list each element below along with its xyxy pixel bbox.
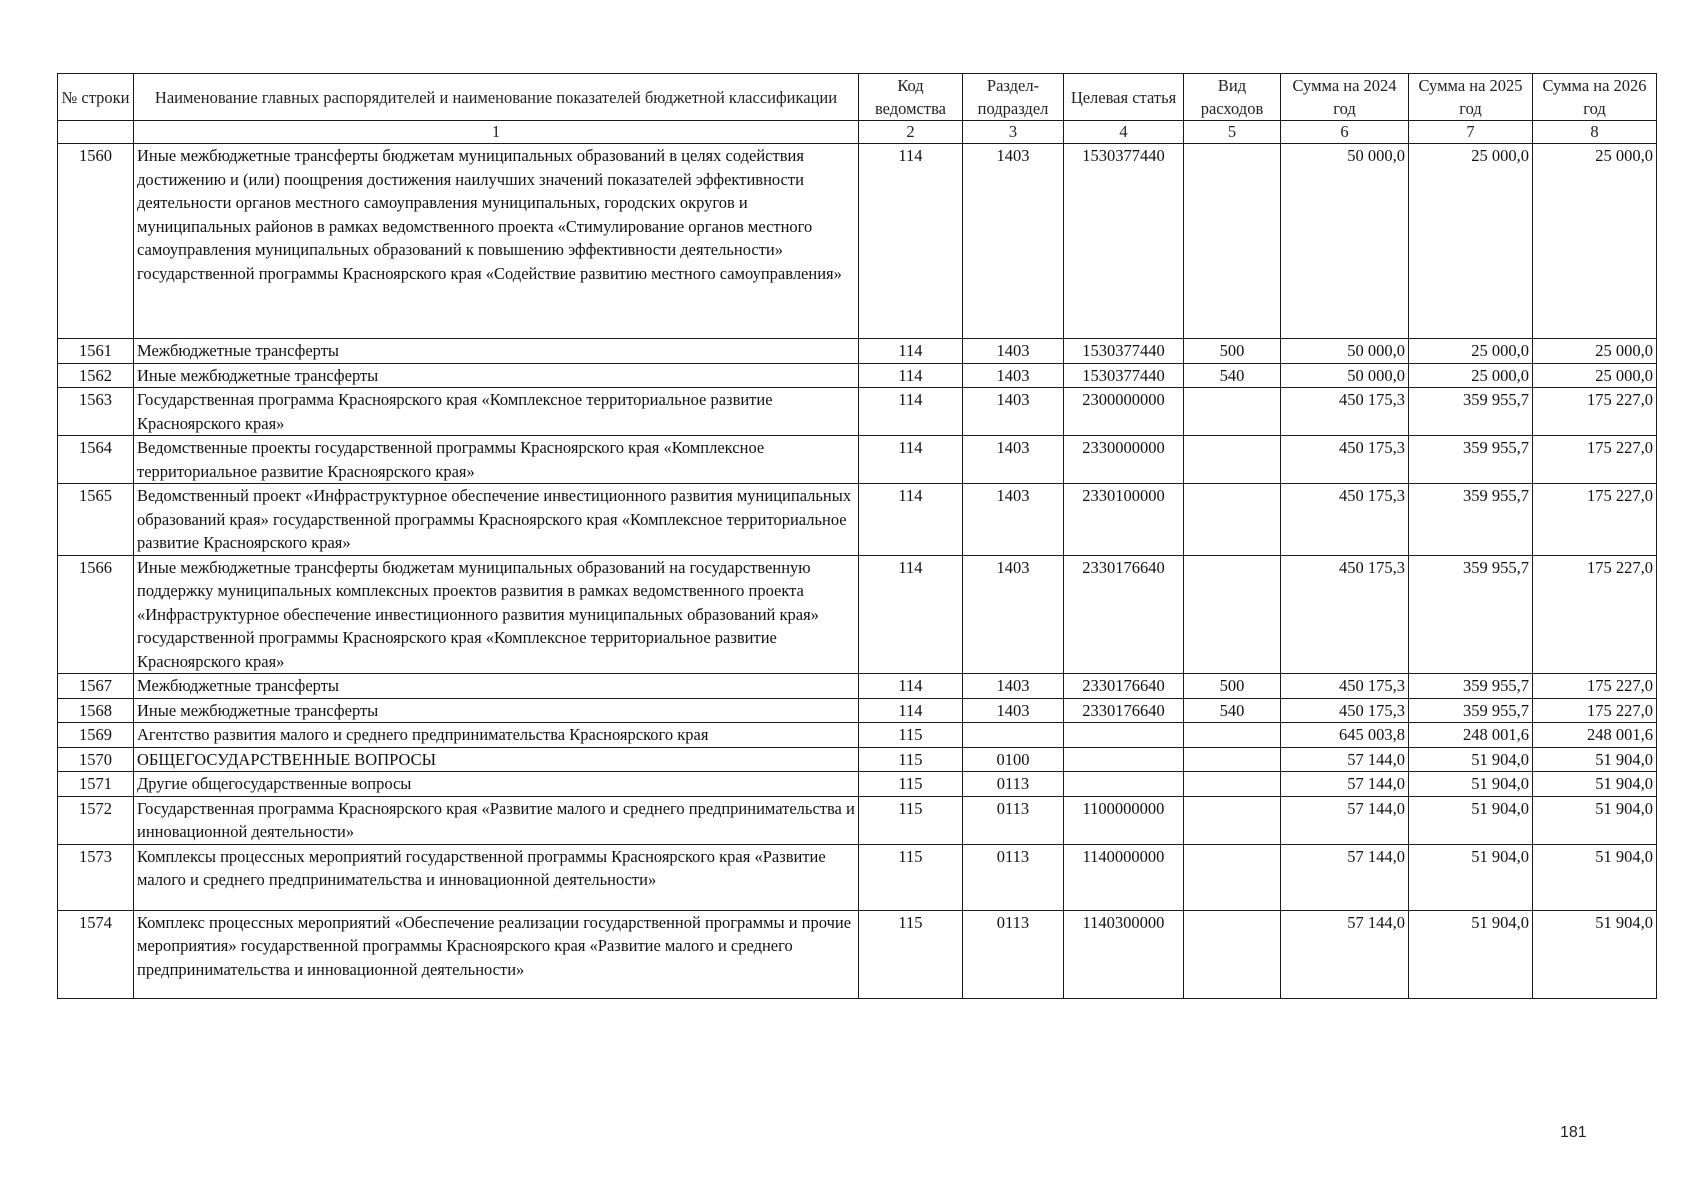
row-sum-2025: 51 904,0 (1409, 844, 1533, 910)
row-name: Иные межбюджетные трансферты бюджетам муниципальных образований на государственную поддержку муниципальных комплексных проектов развития в рамках ведомственного проекта «Инфраструктурное обеспечение инвестиционного развития муниципальных образований края» государственной программы Красноярского края «Комплексное территориальное развитие Красноярского края» (134, 555, 859, 674)
row-sum-2026: 51 904,0 (1533, 796, 1657, 844)
row-sum-2025: 359 955,7 (1409, 484, 1533, 556)
row-expense-type: 500 (1184, 339, 1281, 364)
row-section (963, 723, 1064, 748)
column-number: 8 (1533, 121, 1657, 144)
row-section: 0113 (963, 844, 1064, 910)
row-sum-2024: 450 175,3 (1281, 388, 1409, 436)
row-sum-2024: 450 175,3 (1281, 674, 1409, 699)
row-number: 1566 (58, 555, 134, 674)
row-name: Агентство развития малого и среднего предпринимательства Красноярского края (134, 723, 859, 748)
row-section: 1403 (963, 144, 1064, 339)
row-dept-code: 114 (859, 144, 963, 339)
row-name: Ведомственные проекты государственной программы Красноярского края «Комплексное территориальное развитие Красноярского края» (134, 436, 859, 484)
row-dept-code: 115 (859, 747, 963, 772)
row-target: 1530377440 (1064, 363, 1184, 388)
column-number: 6 (1281, 121, 1409, 144)
row-target (1064, 747, 1184, 772)
header-sum-2025: Сумма на 2025 год (1409, 74, 1533, 121)
column-number: 3 (963, 121, 1064, 144)
header-expense-type: Вид расходов (1184, 74, 1281, 121)
row-expense-type (1184, 723, 1281, 748)
row-number: 1568 (58, 698, 134, 723)
row-section: 0113 (963, 796, 1064, 844)
row-sum-2024: 50 000,0 (1281, 363, 1409, 388)
row-name: Иные межбюджетные трансферты бюджетам муниципальных образований в целях содействия достижению и (или) поощрения достижения наилучших значений показателей эффективности деятельности органов местного самоуправления муниципальных, городских округов и муниципальных районов в рамках ведомственного проекта «Стимулирование органов местного самоуправления муниципальных образований к повышению эффективности деятельности» государственной программы Красноярского края «Содействие развитию местного самоуправления» (134, 144, 859, 339)
row-sum-2026: 25 000,0 (1533, 144, 1657, 339)
row-target: 2330176640 (1064, 674, 1184, 699)
row-sum-2025: 51 904,0 (1409, 772, 1533, 797)
row-target (1064, 772, 1184, 797)
row-name: Иные межбюджетные трансферты (134, 363, 859, 388)
row-number: 1563 (58, 388, 134, 436)
row-expense-type (1184, 910, 1281, 998)
column-number (58, 121, 134, 144)
row-sum-2024: 57 144,0 (1281, 844, 1409, 910)
row-number: 1567 (58, 674, 134, 699)
row-sum-2025: 51 904,0 (1409, 796, 1533, 844)
row-target: 2330000000 (1064, 436, 1184, 484)
row-number: 1564 (58, 436, 134, 484)
row-number: 1572 (58, 796, 134, 844)
column-number: 7 (1409, 121, 1533, 144)
header-dept-code: Код ведомства (859, 74, 963, 121)
header-sum-2024: Сумма на 2024 год (1281, 74, 1409, 121)
row-dept-code: 114 (859, 484, 963, 556)
row-sum-2025: 359 955,7 (1409, 698, 1533, 723)
row-dept-code: 115 (859, 796, 963, 844)
column-number: 5 (1184, 121, 1281, 144)
row-name: Государственная программа Красноярского края «Развитие малого и среднего предпринимательства и инновационной деятельности» (134, 796, 859, 844)
row-section: 1403 (963, 339, 1064, 364)
row-name: Иные межбюджетные трансферты (134, 698, 859, 723)
table-row (58, 436, 1657, 484)
row-expense-type: 540 (1184, 363, 1281, 388)
row-sum-2025: 25 000,0 (1409, 144, 1533, 339)
table-row (58, 844, 1657, 910)
row-sum-2024: 57 144,0 (1281, 772, 1409, 797)
row-name: Межбюджетные трансферты (134, 674, 859, 699)
table-body (58, 144, 1657, 999)
row-section: 0100 (963, 747, 1064, 772)
row-target: 1530377440 (1064, 339, 1184, 364)
table-row (58, 747, 1657, 772)
row-sum-2024: 645 003,8 (1281, 723, 1409, 748)
row-number: 1569 (58, 723, 134, 748)
row-sum-2024: 450 175,3 (1281, 698, 1409, 723)
row-target: 2330176640 (1064, 698, 1184, 723)
header-row-no: № строки (58, 74, 134, 121)
header-name: Наименование главных распорядителей и наименование показателей бюджетной классификации (134, 74, 859, 121)
row-expense-type (1184, 747, 1281, 772)
table-row (58, 484, 1657, 556)
table-row (58, 796, 1657, 844)
row-dept-code: 114 (859, 363, 963, 388)
row-number: 1562 (58, 363, 134, 388)
row-sum-2025: 359 955,7 (1409, 674, 1533, 699)
row-sum-2025: 25 000,0 (1409, 339, 1533, 364)
row-name: Другие общегосударственные вопросы (134, 772, 859, 797)
row-sum-2024: 57 144,0 (1281, 796, 1409, 844)
table-header (58, 74, 1657, 144)
column-number: 2 (859, 121, 963, 144)
row-sum-2025: 248 001,6 (1409, 723, 1533, 748)
row-dept-code: 114 (859, 436, 963, 484)
row-target (1064, 723, 1184, 748)
row-target: 1140000000 (1064, 844, 1184, 910)
row-sum-2025: 25 000,0 (1409, 363, 1533, 388)
row-target: 2330100000 (1064, 484, 1184, 556)
row-name: Комплекс процессных мероприятий «Обеспечение реализации государственной программы и прочие мероприятия» государственной программы Красноярского края «Развитие малого и среднего предпринимательства и инновационной деятельности» (134, 910, 859, 998)
table-row (58, 910, 1657, 998)
row-dept-code: 114 (859, 555, 963, 674)
row-sum-2025: 359 955,7 (1409, 388, 1533, 436)
row-sum-2026: 51 904,0 (1533, 747, 1657, 772)
row-expense-type (1184, 796, 1281, 844)
row-name: Межбюджетные трансферты (134, 339, 859, 364)
column-number: 1 (134, 121, 859, 144)
row-name: Ведомственный проект «Инфраструктурное обеспечение инвестиционного развития муниципальных образований края» государственной программы Красноярского края «Комплексное территориальное развитие Красноярского края» (134, 484, 859, 556)
table-row (58, 674, 1657, 699)
row-sum-2026: 175 227,0 (1533, 484, 1657, 556)
row-expense-type (1184, 144, 1281, 339)
row-sum-2026: 51 904,0 (1533, 772, 1657, 797)
table-row (58, 388, 1657, 436)
row-target: 2330176640 (1064, 555, 1184, 674)
table-row (58, 698, 1657, 723)
row-dept-code: 115 (859, 772, 963, 797)
row-number: 1565 (58, 484, 134, 556)
row-sum-2026: 175 227,0 (1533, 436, 1657, 484)
row-target: 1140300000 (1064, 910, 1184, 998)
row-section: 1403 (963, 674, 1064, 699)
row-target: 1530377440 (1064, 144, 1184, 339)
row-sum-2026: 51 904,0 (1533, 844, 1657, 910)
row-sum-2026: 25 000,0 (1533, 339, 1657, 364)
row-dept-code: 114 (859, 339, 963, 364)
row-sum-2024: 450 175,3 (1281, 555, 1409, 674)
row-section: 1403 (963, 484, 1064, 556)
row-name: Комплексы процессных мероприятий государственной программы Красноярского края «Развитие малого и среднего предпринимательства и инновационной деятельности» (134, 844, 859, 910)
row-dept-code: 115 (859, 723, 963, 748)
row-number: 1571 (58, 772, 134, 797)
row-number: 1570 (58, 747, 134, 772)
row-dept-code: 115 (859, 844, 963, 910)
row-sum-2026: 175 227,0 (1533, 698, 1657, 723)
row-sum-2025: 51 904,0 (1409, 747, 1533, 772)
row-section: 1403 (963, 436, 1064, 484)
row-target: 2300000000 (1064, 388, 1184, 436)
row-number: 1560 (58, 144, 134, 339)
table-row (58, 339, 1657, 364)
row-target: 1100000000 (1064, 796, 1184, 844)
table-row (58, 144, 1657, 339)
row-dept-code: 114 (859, 388, 963, 436)
row-dept-code: 114 (859, 698, 963, 723)
row-expense-type (1184, 555, 1281, 674)
row-sum-2024: 57 144,0 (1281, 910, 1409, 998)
row-sum-2025: 359 955,7 (1409, 555, 1533, 674)
header-row (58, 74, 1657, 121)
row-sum-2024: 50 000,0 (1281, 339, 1409, 364)
row-name: Государственная программа Красноярского края «Комплексное территориальное развитие Красноярского края» (134, 388, 859, 436)
row-expense-type (1184, 844, 1281, 910)
row-sum-2024: 57 144,0 (1281, 747, 1409, 772)
row-name: ОБЩЕГОСУДАРСТВЕННЫЕ ВОПРОСЫ (134, 747, 859, 772)
row-dept-code: 114 (859, 674, 963, 699)
row-sum-2026: 175 227,0 (1533, 555, 1657, 674)
row-sum-2024: 50 000,0 (1281, 144, 1409, 339)
row-expense-type: 540 (1184, 698, 1281, 723)
row-sum-2026: 175 227,0 (1533, 388, 1657, 436)
row-sum-2025: 359 955,7 (1409, 436, 1533, 484)
header-target: Целевая статья (1064, 74, 1184, 121)
header-section: Раздел-подраздел (963, 74, 1064, 121)
row-expense-type (1184, 436, 1281, 484)
row-sum-2025: 51 904,0 (1409, 910, 1533, 998)
row-number: 1561 (58, 339, 134, 364)
row-sum-2024: 450 175,3 (1281, 436, 1409, 484)
row-sum-2026: 175 227,0 (1533, 674, 1657, 699)
table-row (58, 723, 1657, 748)
row-expense-type (1184, 388, 1281, 436)
header-sum-2026: Сумма на 2026 год (1533, 74, 1657, 121)
row-sum-2026: 25 000,0 (1533, 363, 1657, 388)
row-section: 1403 (963, 555, 1064, 674)
row-section: 1403 (963, 698, 1064, 723)
table-row (58, 363, 1657, 388)
row-section: 1403 (963, 363, 1064, 388)
column-number: 4 (1064, 121, 1184, 144)
column-number-row (58, 121, 1657, 144)
row-sum-2024: 450 175,3 (1281, 484, 1409, 556)
page-number: 181 (1560, 1124, 1587, 1141)
row-sum-2026: 248 001,6 (1533, 723, 1657, 748)
row-expense-type (1184, 484, 1281, 556)
row-expense-type (1184, 772, 1281, 797)
row-section: 0113 (963, 772, 1064, 797)
row-dept-code: 115 (859, 910, 963, 998)
row-number: 1574 (58, 910, 134, 998)
row-number: 1573 (58, 844, 134, 910)
row-section: 0113 (963, 910, 1064, 998)
table-row (58, 772, 1657, 797)
row-sum-2026: 51 904,0 (1533, 910, 1657, 998)
budget-table (57, 73, 1657, 999)
row-section: 1403 (963, 388, 1064, 436)
row-expense-type: 500 (1184, 674, 1281, 699)
table-row (58, 555, 1657, 674)
